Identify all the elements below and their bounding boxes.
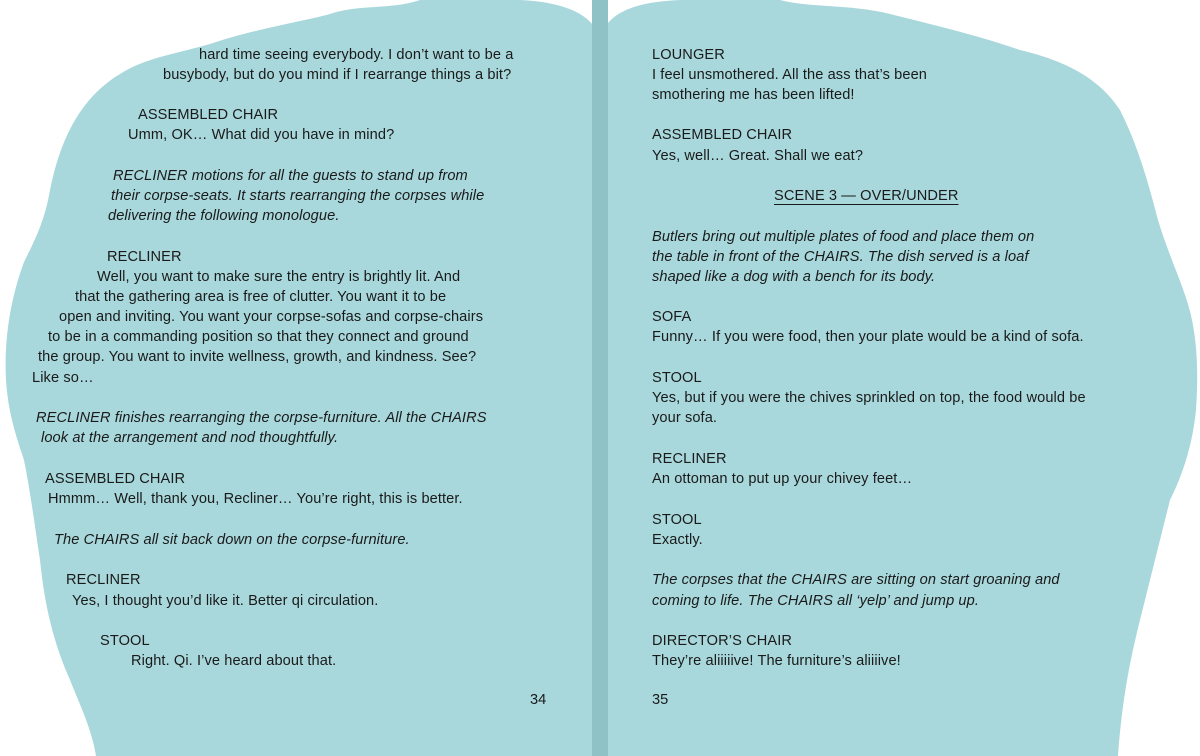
dialogue-line: Exactly. <box>652 532 703 548</box>
stage-direction: The CHAIRS all sit back down on the corpse-furniture. <box>54 532 410 548</box>
dialogue-line: Yes, well… Great. Shall we eat? <box>652 148 864 164</box>
line-l0: hard time seeing everybody. I don’t want to be a <box>199 47 514 63</box>
dialogue-line: Umm, OK… What did you have in mind? <box>128 127 395 143</box>
stage-direction: RECLINER motions for all the guests to stand up from <box>113 168 468 184</box>
dialogue-line: They’re aliiiiive! The furniture’s aliiiive! <box>652 653 901 669</box>
dialogue-line: An ottoman to put up your chivey feet… <box>652 471 913 487</box>
stage-direction: coming to life. The CHAIRS all ‘yelp’ and jump up. <box>652 593 980 609</box>
dialogue-line: Funny… If you were food, then your plate would be a kind of sofa. <box>652 329 1084 345</box>
character-name: ASSEMBLED CHAIR <box>45 471 186 487</box>
dialogue-line: to be in a commanding position so that they connect and ground <box>48 329 469 345</box>
dialogue-line: Right. Qi. I’ve heard about that. <box>131 653 337 669</box>
line-l1: busybody, but do you mind if I rearrange things a bit? <box>163 67 512 83</box>
dialogue-line: smothering me has been lifted! <box>652 87 855 103</box>
dialogue-line: that the gathering area is free of clutter. You want it to be <box>75 289 447 305</box>
character-name: SOFA <box>652 309 692 325</box>
dialogue-line: your sofa. <box>652 410 718 426</box>
dialogue-line: I feel unsmothered. All the ass that’s been <box>652 67 927 83</box>
character-name: RECLINER <box>652 451 727 467</box>
stage-direction: the table in front of the CHAIRS. The dish served is a loaf <box>652 249 1029 265</box>
character-name: LOUNGER <box>652 47 725 63</box>
right-page <box>600 0 1200 756</box>
character-name: DIRECTOR’S CHAIR <box>652 633 792 649</box>
page-number-left: 34 <box>530 692 547 708</box>
page-number-right: 35 <box>652 692 669 708</box>
character-name: RECLINER <box>107 249 182 265</box>
stage-direction: Butlers bring out multiple plates of food and place them on <box>652 229 1035 245</box>
dialogue-line: Yes, I thought you’d like it. Better qi circulation. <box>72 593 379 609</box>
stage-direction: shaped like a dog with a bench for its body. <box>652 269 936 285</box>
dialogue-line: Well, you want to make sure the entry is brightly lit. And <box>97 269 461 285</box>
dialogue-line: Hmmm… Well, thank you, Recliner… You’re right, this is better. <box>48 491 463 507</box>
character-name: ASSEMBLED CHAIR <box>652 127 793 143</box>
character-name: STOOL <box>100 633 150 649</box>
dialogue-line: open and inviting. You want your corpse-sofas and corpse-chairs <box>59 309 484 325</box>
character-name: STOOL <box>652 370 702 386</box>
stage-direction: The corpses that the CHAIRS are sitting on start groaning and <box>652 572 1060 588</box>
dialogue-line: Like so… <box>32 370 94 386</box>
dialogue-line: Yes, but if you were the chives sprinkled on top, the food would be <box>652 390 1086 406</box>
stage-direction: RECLINER finishes rearranging the corpse-furniture. All the CHAIRS <box>36 410 487 426</box>
scene-heading: SCENE 3 — OVER/UNDER <box>774 188 959 204</box>
character-name: ASSEMBLED CHAIR <box>138 107 279 123</box>
stage-direction: delivering the following monologue. <box>108 208 340 224</box>
character-name: STOOL <box>652 512 702 528</box>
stage-direction: their corpse-seats. It starts rearranging the corpses while <box>111 188 485 204</box>
stage-direction: look at the arrangement and nod thoughtfully. <box>41 430 339 446</box>
dialogue-line: the group. You want to invite wellness, growth, and kindness. See? <box>38 349 477 365</box>
character-name: RECLINER <box>66 572 141 588</box>
